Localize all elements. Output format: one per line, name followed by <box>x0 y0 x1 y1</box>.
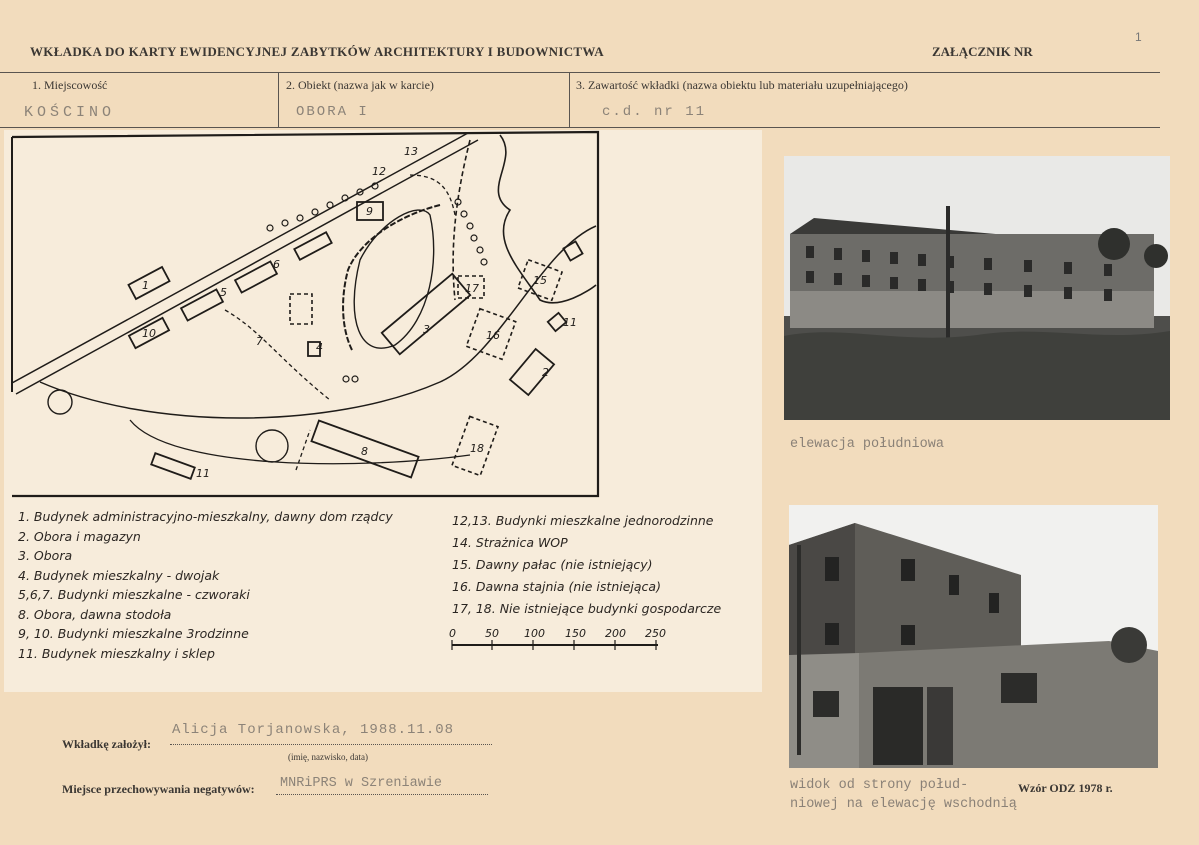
annex-label: ZAŁĄCZNIK NR <box>932 44 1033 59</box>
legend-item-9-10: 9, 10. Budynki mieszkalne 3rodzinne <box>18 626 249 641</box>
photo-caption-1: elewacja południowa <box>790 437 944 452</box>
scale-label-100: 100 <box>524 627 545 640</box>
page-number: 1 <box>1135 30 1142 44</box>
dashed-path-2 <box>225 310 330 400</box>
scale-label-200: 200 <box>605 627 626 640</box>
legend-item-1: 1. Budynek administracyjno-mieszkalny, dawny dom rządcy <box>18 509 393 524</box>
legend-item-4: 4. Budynek mieszkalny - dwojak <box>18 567 220 583</box>
legend-right <box>452 510 721 620</box>
map-number-18: 18 <box>470 442 484 455</box>
scale-label-0: 0 <box>449 627 456 640</box>
map-number-12: 12 <box>372 165 386 178</box>
object-value: OBORA I <box>296 104 369 120</box>
form-model-label: Wzór ODZ 1978 r. <box>1018 781 1113 795</box>
map-number-3: 3 <box>423 323 430 336</box>
scale-label-150: 150 <box>565 627 586 640</box>
pond <box>354 210 433 348</box>
author-hint: (imię, nazwisko, data) <box>288 752 368 762</box>
legend-item-12-13: 12,13. Budynki mieszkalne jednorodzinne <box>452 513 714 528</box>
map-number-10: 10 <box>142 327 156 340</box>
form-title: WKŁADKA DO KARTY EWIDENCYJNEJ ZABYTKÓW ARCHITEKTURY I BUDOWNICTWA <box>30 44 604 59</box>
scale-label-50: 50 <box>485 627 499 640</box>
storage-value: MNRiPRS w Szreniawie <box>280 776 443 791</box>
map-number-9: 9 <box>366 205 373 218</box>
map-number-15: 15 <box>533 274 547 287</box>
dashed-path-3 <box>410 175 455 215</box>
object-label: 2. Obiekt (nazwa jak w karcie) <box>286 78 434 92</box>
tree-2 <box>256 430 288 462</box>
storage-dotted-line <box>276 794 488 795</box>
legend-item-3: 3. Obora <box>18 548 73 563</box>
building-11a <box>128 267 169 299</box>
legend-item-15: 15. Dawny pałac (nie istniejący) <box>452 557 653 572</box>
road-line-2 <box>16 140 478 394</box>
legend-item-14: 14. Strażnica WOP <box>452 535 568 550</box>
tree-1 <box>48 390 72 414</box>
legend-item-8: 8. Obora, dawna stodoła <box>18 606 172 622</box>
map-number-17: 17 <box>465 282 479 295</box>
legend-item-11: 11. Budynek mieszkalny i sklep <box>18 645 215 661</box>
photo-east-elevation <box>789 505 1158 768</box>
map-number-11b: 11 <box>196 467 210 480</box>
map-number-1: 11 <box>563 316 577 329</box>
woodland-edge <box>498 135 596 303</box>
locality-value: KOŚCINO <box>24 104 116 121</box>
building-5 <box>181 289 223 320</box>
building-unnumbered <box>290 294 312 324</box>
photo-caption-2-line1: widok od strony połud- <box>790 778 969 793</box>
legend-item-16: 16. Dawna stajnia (nie istniejąca) <box>452 579 661 594</box>
map-number-5: 5 <box>220 286 227 299</box>
building-11b <box>151 453 195 479</box>
map-number-7: 7 <box>256 335 263 348</box>
legend-item-2: 2. Obora i magazyn <box>18 528 141 544</box>
photo-east-elevation-image <box>789 505 1158 768</box>
photo-south-elevation-image <box>784 156 1170 420</box>
legend-left <box>18 507 393 663</box>
photo-caption-2-line2: niowej na elewację wschodnią <box>790 797 1017 812</box>
legend-item-5-7: 5,6,7. Budynki mieszkalne - czworaki <box>18 587 250 602</box>
scale-label-250: 250 <box>645 627 666 640</box>
road-line-1 <box>12 133 468 383</box>
map-number-8: 8 <box>361 445 368 458</box>
map-number-6: 6 <box>273 258 280 271</box>
buildings <box>128 202 582 479</box>
former-buildings <box>290 260 562 476</box>
legend-item-17-18: 17, 18. Nie istniejące budynki gospodarcze <box>452 601 722 616</box>
map-number-16: 16 <box>486 329 500 342</box>
locality-label: 1. Miejscowość <box>32 78 108 92</box>
map-number-13: 13 <box>404 145 418 158</box>
map-number-2: 2 <box>542 366 549 379</box>
storage-label: Miejsce przechowywania negatywów: <box>62 782 255 796</box>
photo-south-elevation <box>784 156 1170 420</box>
map-frame <box>12 132 598 496</box>
author-dotted-line <box>170 744 492 745</box>
building-7 <box>294 232 331 259</box>
map-number-11a: 1 <box>142 279 149 292</box>
building-6 <box>235 261 277 292</box>
contents-value: c.d. nr 11 <box>602 104 707 120</box>
author-label: Wkładkę założył: <box>62 737 151 751</box>
map-number-4: 4 <box>316 341 323 354</box>
building-small <box>563 241 582 260</box>
building-3 <box>382 274 470 355</box>
contents-label: 3. Zawartość wkładki (nazwa obiektu lub materiału uzupełniającego) <box>576 78 908 92</box>
author-value: Alicja Torjanowska, 1988.11.08 <box>172 722 455 738</box>
